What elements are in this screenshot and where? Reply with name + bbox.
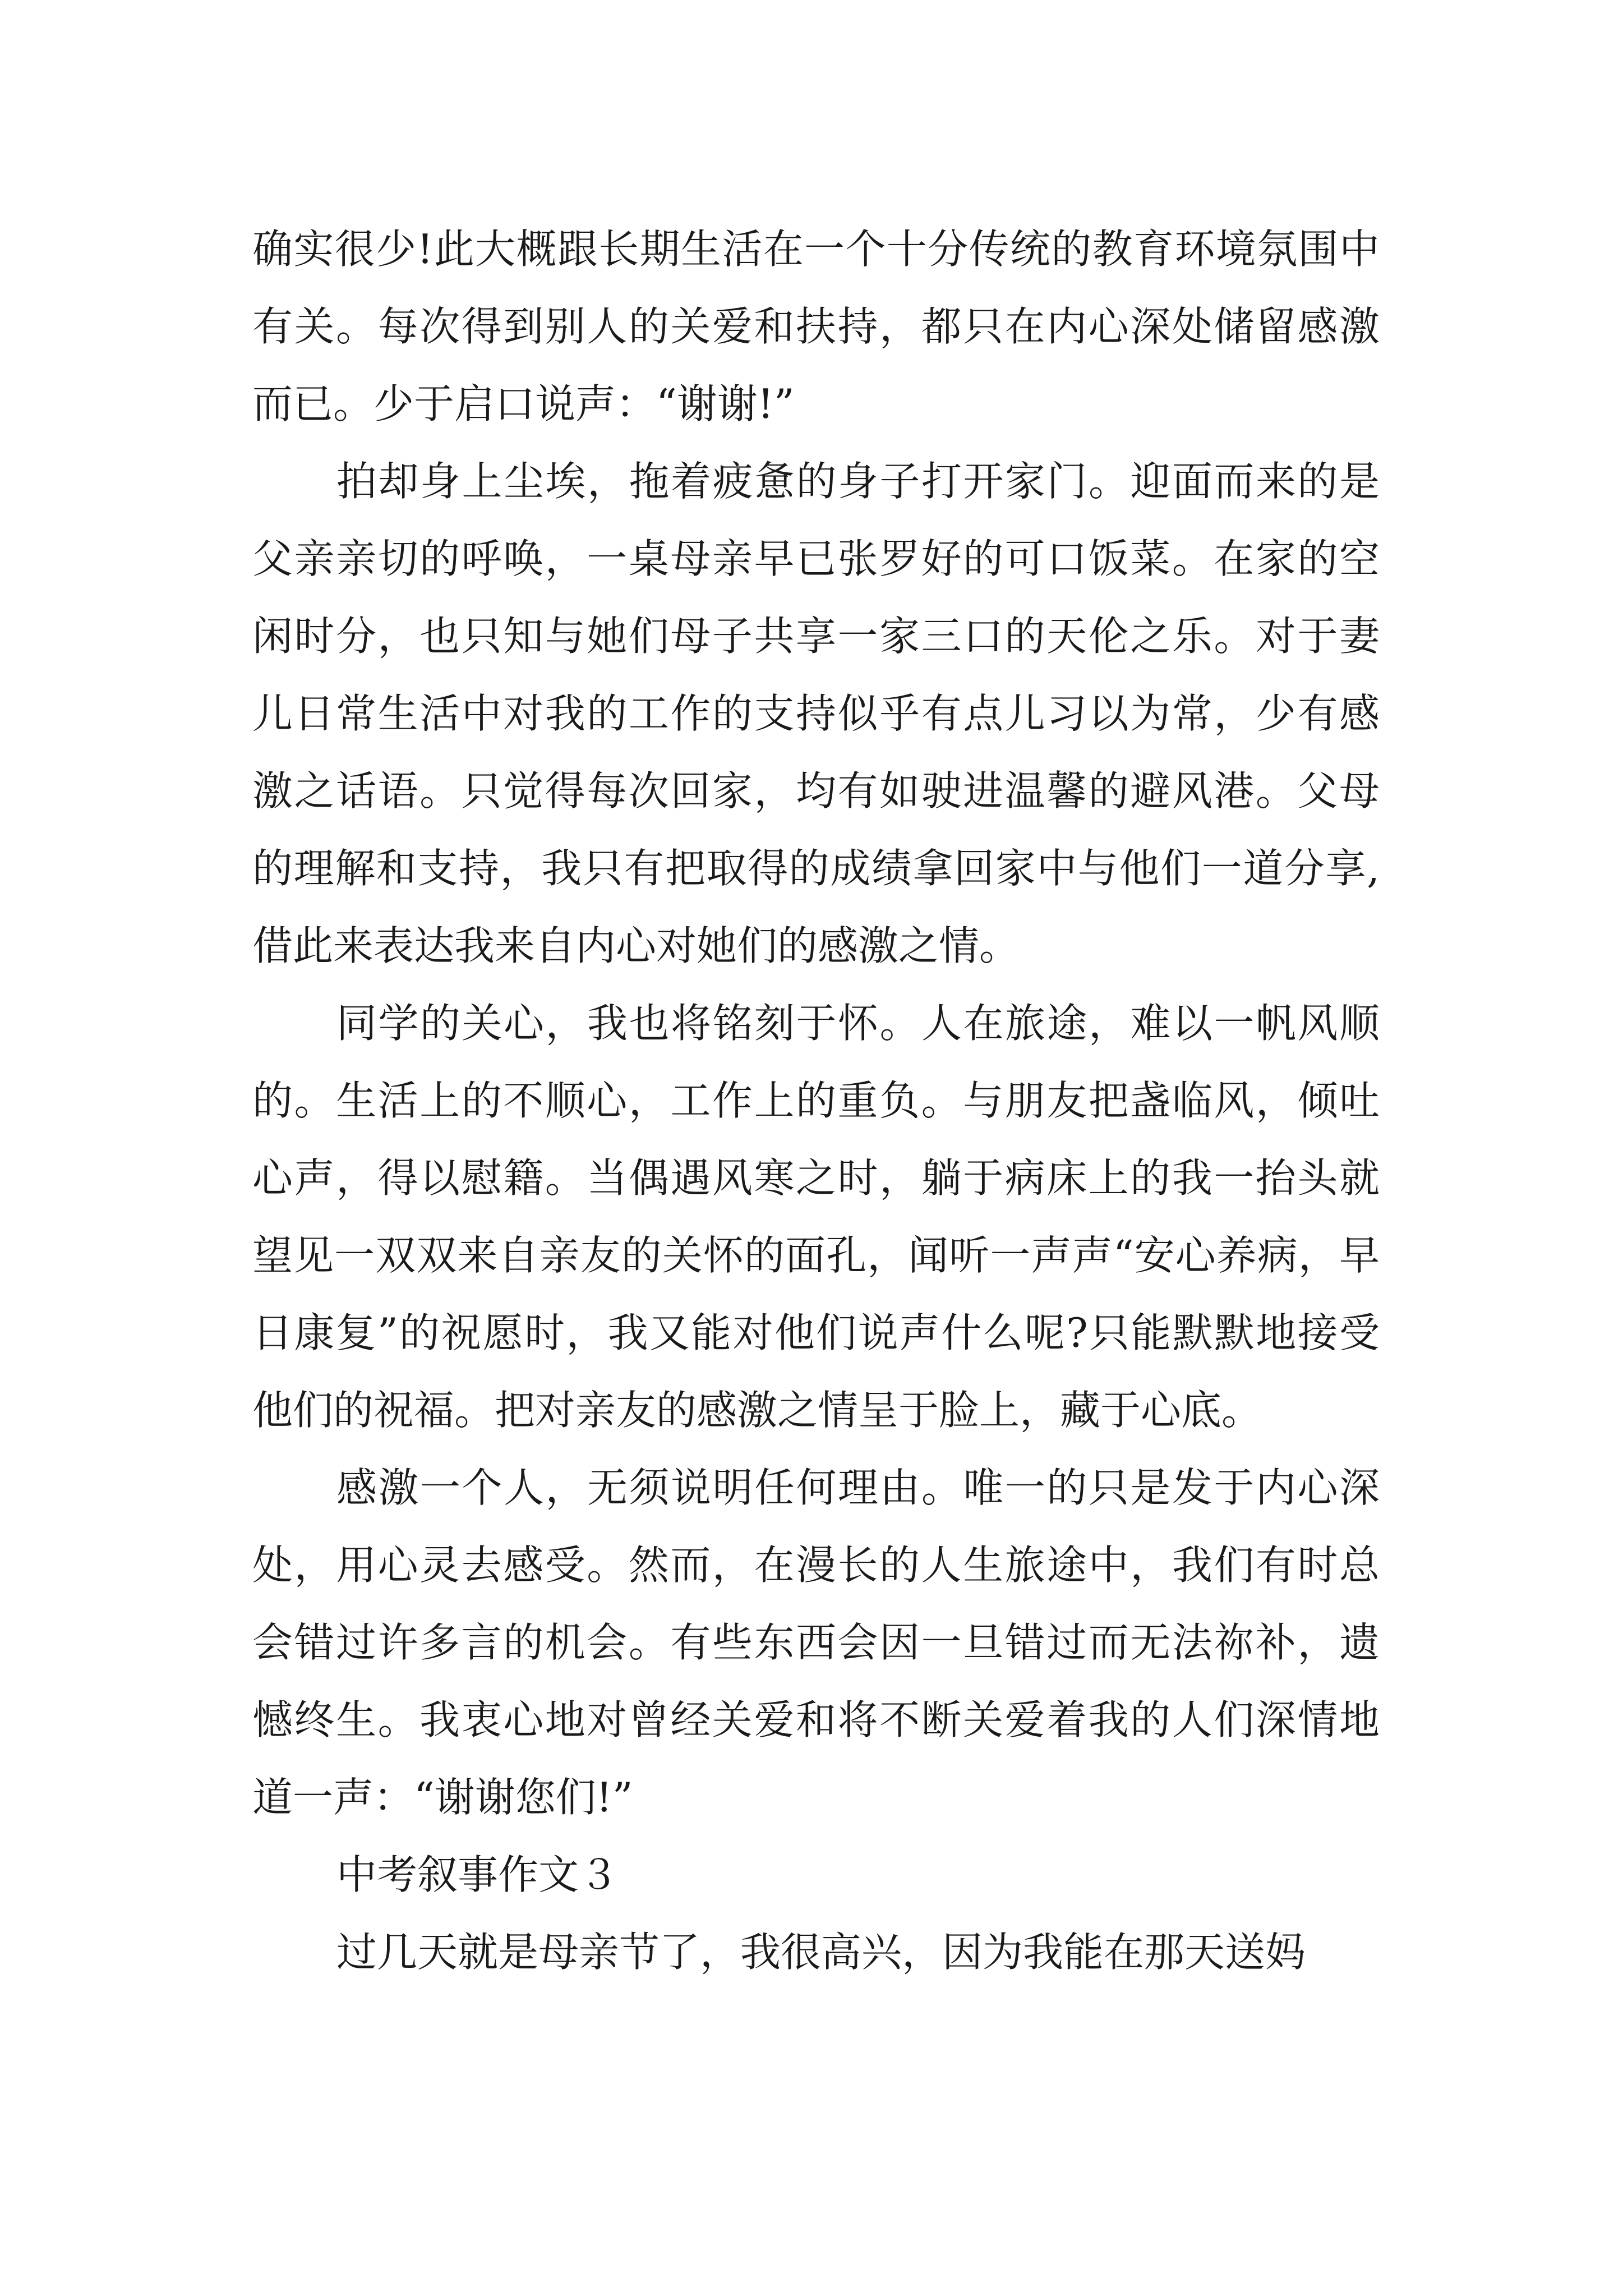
document-body (252, 210, 1380, 1991)
section-heading: 中考叙事作文３ (336, 1851, 620, 1898)
paragraph-family: 拍却身上尘埃，拖着疲惫的身子打开家门。迎面而来的是父亲亲切的呼唤，一桌母亲早已张罗好的可口饭菜。在家的空闲时分，也只知与她们母子共享一家三口的天伦之乐。对于妻儿日常生活中对我的工作的支持似乎有点儿习以为常，少有感激之话语。只觉得每次回家，均有如驶进温馨的避风港。父母的理解和支持，我只有把取得的成绩拿回家中与他们一道分享,借此来表达我来自内心对她们的感激之情。 (252, 458, 1380, 969)
paragraph-continuation: 确实很少!此大概跟长期生活在一个十分传统的教育环境氛围中有关。每次得到别人的关爱和扶持，都只在内心深处储留感激而已。少于启口说声：“谢谢!” (252, 226, 1380, 427)
paragraph-gratitude: 感激一个人，无须说明任何理由。唯一的只是发于内心深处，用心灵去感受。然而，在漫长的人生旅途中，我们有时总会错过许多言的机会。有些东西会因一旦错过而无法祢补，遗憾终生。我衷心地对曾经关爱和将不断关爱着我的人们深情地道一声：“谢谢您们!” (252, 1464, 1380, 1821)
paragraph-classmates: 同学的关心，我也将铭刻于怀。人在旅途，难以一帆风顺的。生活上的不顺心，工作上的重负。与朋友把盏临风，倾吐心声，得以慰籍。当偶遇风寒之时，躺于病床上的我一抬头就望见一双双来自亲友的关怀的面孔，闻听一声声“安心养病，早日康复”的祝愿时，我又能对他们说声什么呢?只能默默地接受他们的祝福。把对亲友的感激之情呈于脸上，藏于心底。 (252, 1000, 1380, 1434)
paragraph-mothers-day: 过几天就是母亲节了，我很高兴，因为我能在那天送妈 (336, 1929, 1306, 1976)
